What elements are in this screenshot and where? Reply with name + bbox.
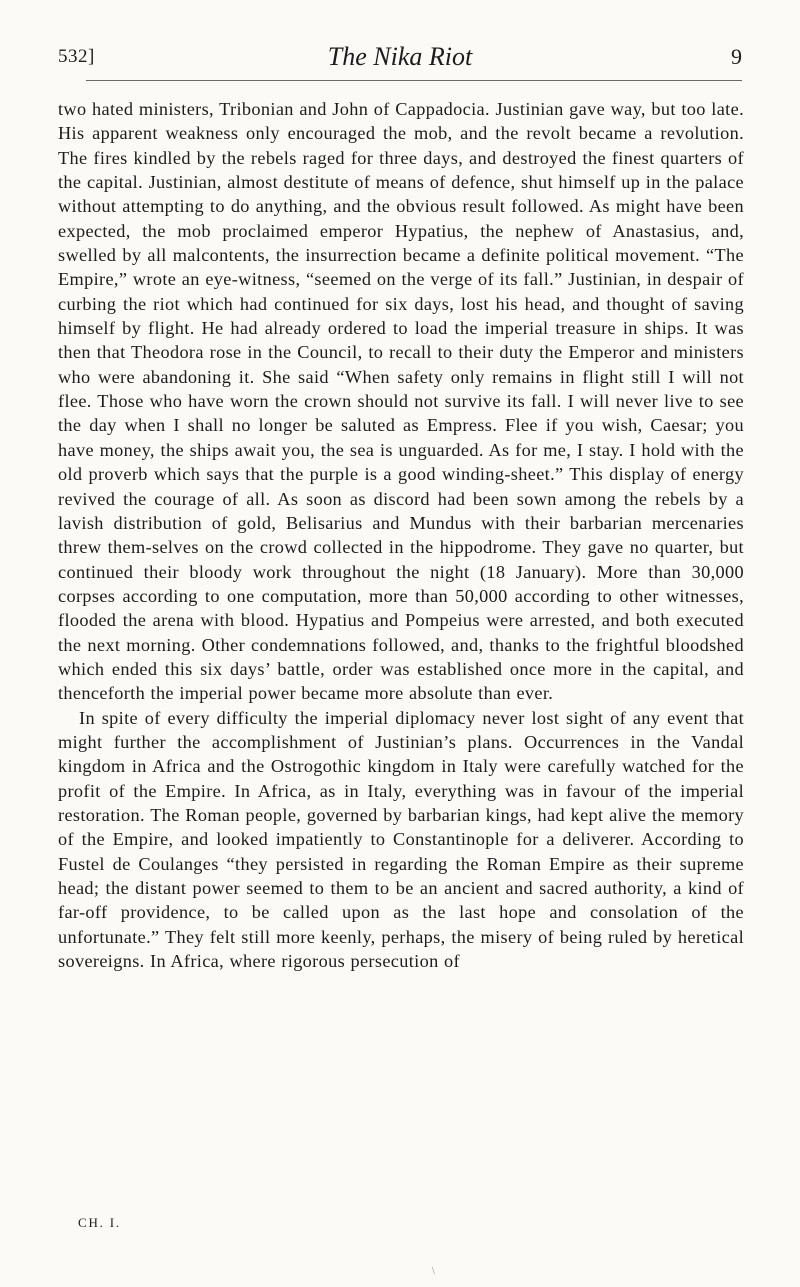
paragraph-continuation: two hated ministers, Tribonian and John of Cappadocia. Justinian gave way, but too late. His apparent weakness only encouraged the mob, and the revolt became a revolution. The fires kindled by the rebels raged for three days, and destroyed the finest quarters of the capital. Justinian, almost destitute of means of defence, shut himself up in the palace without attempting to do anything, and the obvious result followed. As might have been expected, the mob proclaimed emperor Hypatius, the nephew of Anastasius, and, swelled by all malcontents, the insurrection became a definite political movement. “The Empire,” wrote an eye-witness, “seemed on the verge of its fall.” Justinian, in despair of curbing the riot which had continued for six days, lost his head, and thought of saving himself by flight. He had already ordered to load the imperial treasure in ships. It was then that Theodora rose in the Council, to recall to their duty the Emperor and ministers who were abandoning it. She said “When safety only remains in flight still I will not flee. Those who have worn the crown should not survive its fall. I will never live to see the day when I shall no longer be saluted as Empress. Flee if you wish, Caesar; you have money, the ships await you, the sea is unguarded. As for me, I stay. I hold with the old proverb which says that the purple is a good winding-sheet.” This display of energy revived the courage of all. As soon as discord had been sown among the rebels by a lavish distribution of gold, Belisarius and Mundus with their barbarian mercenaries threw them-selves on the crowd collected in the hippodrome. They gave no quarter, but continued their bloody work throughout the night (18 January). More than 30,000 corpses according to one computation, more than 50,000 according to other witnesses, flooded the arena with blood. Hypatius and Pompeius were arrested, and both executed the next morning. Other condemnations followed, and, thanks to the frightful bloodshed which ended this six days’ battle, order was established once more in the capital, and thenceforth the imperial power became more absolute than ever. xyxy=(58,99,744,704)
printer-mark: \ xyxy=(432,1266,435,1277)
paragraph-imperial-diplomacy: In spite of every difficulty the imperial diplomacy never lost sight of any event that might further the accomplishment of Justinian’s plans. Occurrences in the Vandal kingdom in Africa and the Ostrogothic kingdom in Italy were carefully watched for the profit of the Empire. In Africa, as in Italy, everything was in favour of the imperial restoration. The Roman people, governed by barbarian kings, had kept alive the memory of the Empire, and looked impatiently to Constantinople for a deliverer. According to Fustel de Coulanges “they persisted in regarding the Roman Empire as their supreme head; the distant power seemed to them to be an ancient and sacred authority, a kind of far-off providence, to be called upon as the last hope and consolation of the unfortunate.” They felt still more keenly, perhaps, the misery of being ruled by heretical sovereigns. In Africa, where rigorous persecution of xyxy=(58,707,744,972)
signature-mark: CH. I. xyxy=(78,1215,121,1230)
header-rule xyxy=(86,80,742,81)
chapter-number: 9 xyxy=(731,44,742,69)
running-header xyxy=(58,38,742,78)
running-title: The Nika Riot xyxy=(327,42,473,71)
page-number: 532] xyxy=(58,46,95,67)
body-text xyxy=(58,97,744,973)
